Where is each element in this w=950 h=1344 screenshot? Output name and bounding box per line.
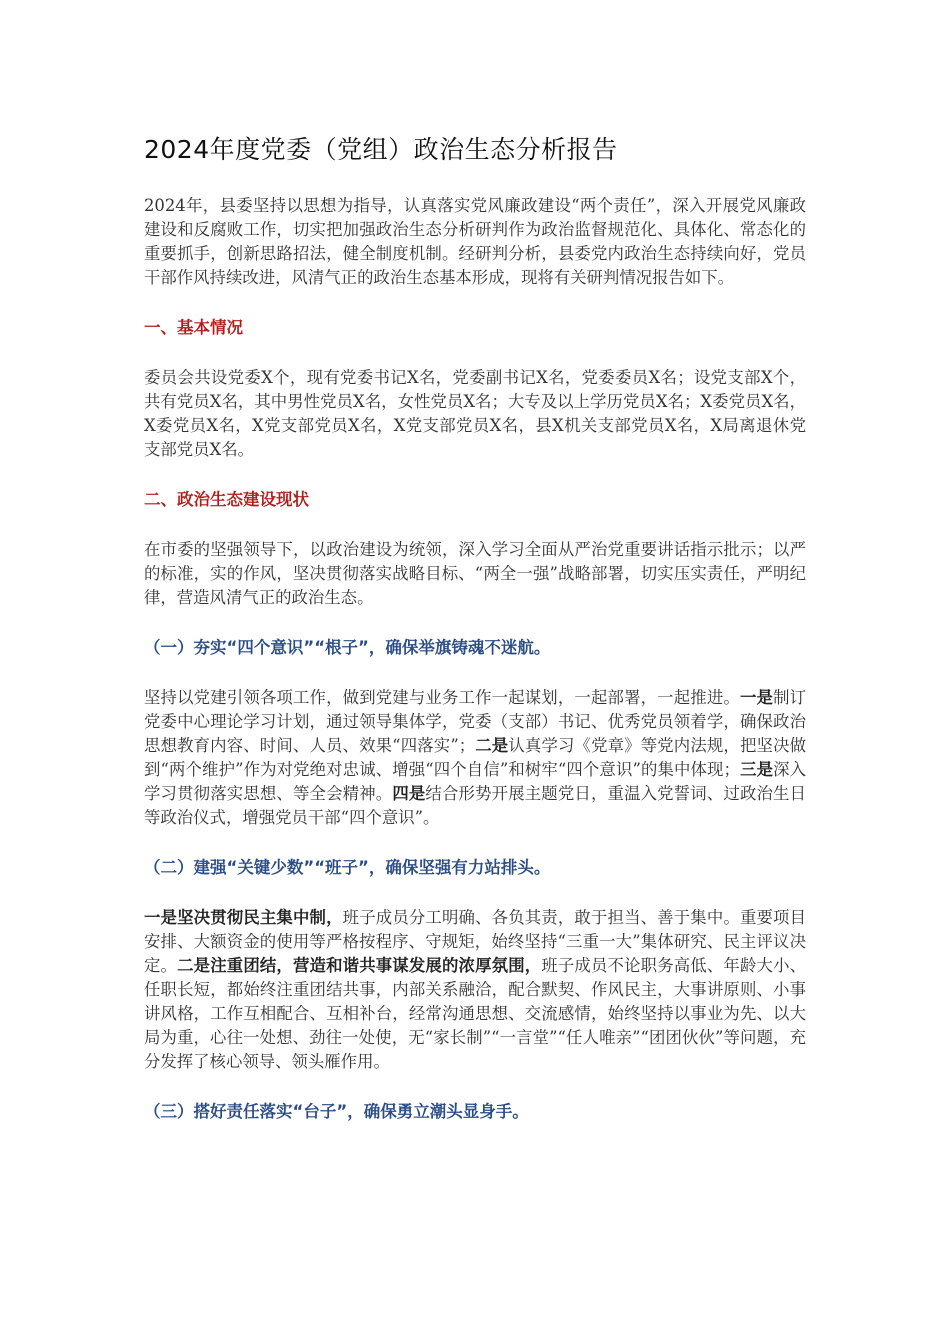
text-run: 班子成员不论职务高低、年龄大小、任职长短，都始终注重团结共事，内部关系融洽，配合默契、作风民主，大事讲原则、小事讲风格，工作互相配合、互相补台，经常沟通思想、交流感情，始终坚持以事业为先、以大局为重，心往一处想、劲往一处使，无“家长制”“一言堂”“任人唯亲”“团团伙伙”等问题，充分发挥了核心领导、领头雁作用。 bbox=[144, 956, 807, 1071]
subsection-1-paragraph bbox=[144, 686, 806, 830]
section-heading-status: 二、政治生态建设现状 bbox=[144, 490, 309, 509]
keyword: 二是注重团结，营造和谐共事谋发展的浓厚氛围， bbox=[177, 956, 542, 975]
section-heading-basic: 一、基本情况 bbox=[144, 318, 243, 337]
keyword: 二是 bbox=[475, 736, 509, 755]
keyword: 四是 bbox=[392, 784, 426, 803]
keyword: 三是 bbox=[739, 760, 774, 779]
subsection-heading-2: （二）建强“关键少数”“班子”，确保坚强有力站排头。 bbox=[144, 858, 551, 877]
text-run: 结合形势开展主题党日，重温入党誓词、过政治生日等政治仪式，增强党员干部“四个意识”。 bbox=[144, 784, 807, 827]
keyword: 一是坚决贯彻民主集中制， bbox=[144, 908, 343, 927]
subsection-heading-3: （三）搭好责任落实“台子”，确保勇立潮头显身手。 bbox=[144, 1102, 529, 1121]
text-run: 深入学习贯彻落实思想、等全会精神。 bbox=[144, 760, 807, 803]
text-run: 制订党委中心理论学习计划，通过领导集体学，党委（支部）书记、优秀党员领着学，确保政治思想教育内容、时间、人员、效果“四落实”； bbox=[144, 688, 807, 755]
document-title: 2024年度党委（党组）政治生态分析报告 bbox=[144, 135, 618, 164]
intro-paragraph: 2024年，县委坚持以思想为指导，认真落实党风廉政建设“两个责任”，深入开展党风廉政建设和反腐败工作，切实把加强政治生态分析研判作为政治监督规范化、具体化、常态化的重要抓手，创新思路招法，健全制度机制。经研判分析，县委党内政治生态持续向好，党员干部作风持续改进，风清气正的政治生态基本形成，现将有关研判情况报告如下。 bbox=[144, 196, 806, 287]
subsection-heading-1: （一）夯实“四个意识”“根子”，确保举旗铸魂不迷航。 bbox=[144, 638, 551, 657]
subsection-2-paragraph bbox=[144, 906, 806, 1074]
document-body bbox=[144, 130, 806, 1150]
keyword: 一是 bbox=[739, 688, 774, 707]
text-run: 坚持以党建引领各项工作，做到党建与业务工作一起谋划，一起部署，一起推进。 bbox=[144, 688, 740, 707]
basic-info-paragraph: 委员会共设党委X个，现有党委书记X名，党委副书记X名，党委委员X名；设党支部X个，共有党员X名，其中男性党员X名，女性党员X名；大专及以上学历党员X名；X委党员X名，X委党员X名，X党支部党员X名，X党支部党员X名，县X机关支部党员X名，X局离退休党支部党员X名。 bbox=[144, 368, 806, 459]
status-paragraph: 在市委的坚强领导下，以政治建设为统领，深入学习全面从严治党重要讲话指示批示；以严的标准，实的作风，坚决贯彻落实战略目标、“两全一强”战略部署，切实压实责任，严明纪律，营造风清气正的政治生态。 bbox=[144, 540, 806, 607]
text-run: 认真学习《党章》等党内法规，把坚决做到“两个维护”作为对党绝对忠诚、增强“四个自信”和树牢“四个意识”的集中体现； bbox=[144, 736, 807, 779]
text-run: 班子成员分工明确、各负其责，敢于担当、善于集中。重要项目安排、大额资金的使用等严格按程序、守规矩，始终坚持“三重一大”集体研究、民主评议决定。 bbox=[144, 908, 807, 975]
